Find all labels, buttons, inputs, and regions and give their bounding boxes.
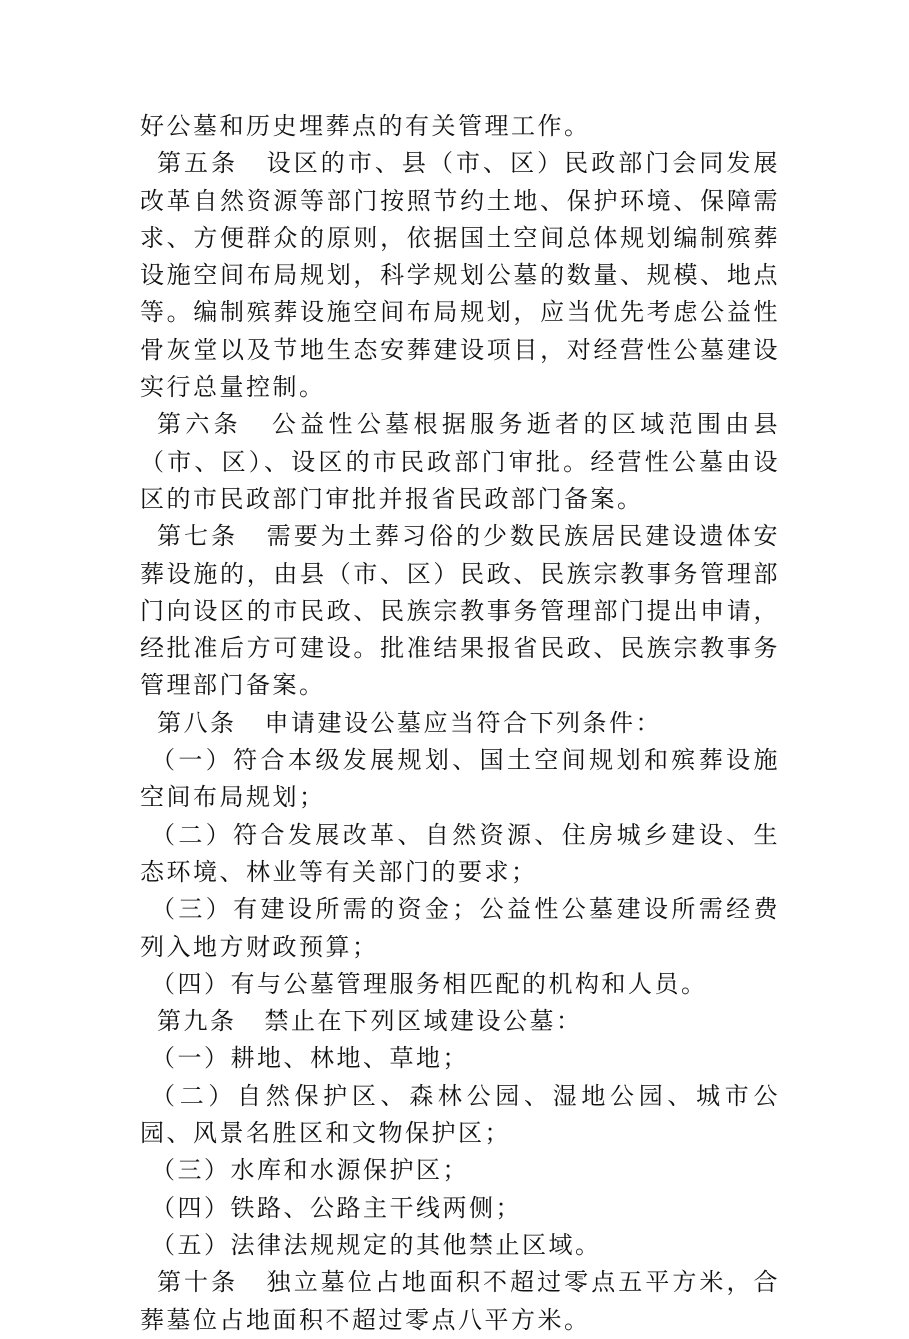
list-item: （二）自然保护区、森林公园、湿地公园、城市公园、风景名胜区和文物保护区； bbox=[140, 1081, 780, 1148]
list-item: （三）有建设所需的资金；公益性公墓建设所需经费列入地方财政预算； bbox=[140, 895, 780, 961]
list-item: （二）符合发展改革、自然资源、住房城乡建设、生态环境、林业等有关部门的要求； bbox=[140, 820, 780, 886]
article-text: 禁止在下列区域建设公墓： bbox=[264, 1007, 583, 1036]
article-text: 需要为土葬习俗的少数民族居民建设遗体安葬设施的，由县（市、区）民政、民族宗教事务管理部门向设区的市民政、民族宗教事务管理部门提出申请，经批准后方可建设。批准结果报省民政、民族宗教事务管理部门备案。 bbox=[140, 522, 781, 700]
article-text: 独立墓位占地面积不超过零点五平方米，合葬墓位占地面积不超过零点八平方米。 bbox=[140, 1268, 781, 1334]
document-body bbox=[140, 108, 780, 1339]
article-10 bbox=[140, 1264, 780, 1339]
article-heading: 第九条 bbox=[157, 1007, 237, 1036]
article-5 bbox=[140, 145, 780, 406]
list-item: （一）耕地、林地、草地； bbox=[151, 1044, 469, 1073]
article-heading: 第六条 bbox=[157, 410, 242, 439]
list-item: （三）水库和水源保护区； bbox=[151, 1156, 469, 1185]
list-item: （五）法律法规规定的其他禁止区域。 bbox=[151, 1230, 602, 1259]
article-text: 设区的市、县（市、区）民政部门会同发展改革自然资源等部门按照节约土地、保护环境、保障需求、方便群众的原则，依据国土空间总体规划编制殡葬设施空间布局规划，科学规划公墓的数量、规模、地点等。编制殡葬设施空间布局规划，应当优先考虑公益性骨灰堂以及节地生态安葬建设项目，对经营性公墓建设实行总量控制。 bbox=[140, 149, 781, 402]
article-text: 公益性公墓根据服务逝者的区域范围由县（市、区）、设区的市民政部门审批。经营性公墓由设区的市民政部门审批并报省民政部门备案。 bbox=[140, 410, 780, 513]
article-heading: 第八条 bbox=[157, 708, 237, 737]
article-9 bbox=[140, 1003, 780, 1040]
article-6 bbox=[140, 406, 780, 518]
list-item: （一）符合本级发展规划、国土空间规划和殡葬设施空间布局规划； bbox=[140, 746, 780, 812]
list-item: （四）铁路、公路主干线两侧； bbox=[151, 1193, 522, 1222]
article-text: 申请建设公墓应当符合下列条件： bbox=[264, 708, 662, 737]
article-heading: 第七条 bbox=[157, 522, 239, 551]
article-heading: 第五条 bbox=[157, 149, 239, 178]
paragraph-continuation: 好公墓和历史埋葬点的有关管理工作。 bbox=[140, 112, 591, 140]
list-item: （四）有与公墓管理服务相匹配的机构和人员。 bbox=[151, 969, 708, 998]
article-8 bbox=[140, 705, 780, 742]
article-heading: 第十条 bbox=[157, 1268, 239, 1297]
article-7 bbox=[140, 518, 780, 704]
